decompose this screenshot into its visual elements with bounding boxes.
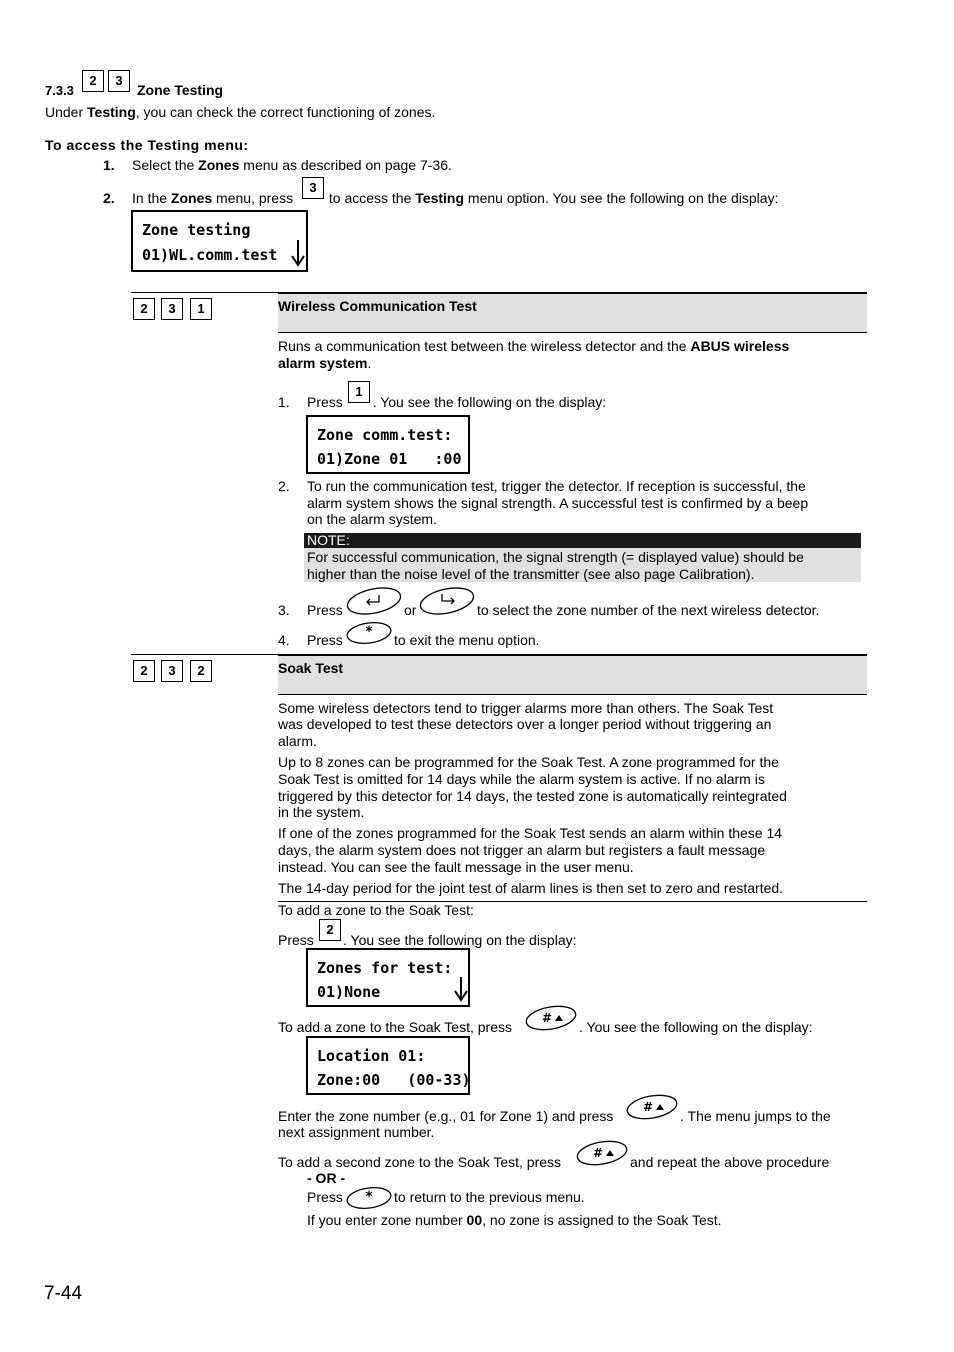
section-number: 7.3.3	[45, 83, 74, 98]
soak-last-note: If you enter zone number 00, no zone is assigned to the Soak Test.	[307, 1212, 722, 1228]
soak-press: Press	[278, 932, 314, 948]
lcd-display-zones-for-test: Zones for test: 01)None	[306, 948, 470, 1007]
access-step-2: In the Zones menu, press to access the Testing menu option. You see the following on the display:	[132, 190, 779, 206]
section-title: Zone Testing	[137, 82, 224, 98]
soak-paragraph: triggered by this detector for 14 days, the tested zone is automatically reintegrated	[278, 788, 787, 804]
wireless-step-4-text: to exit the menu option.	[394, 632, 540, 648]
wireless-step-2-line: To run the communication test, trigger the detector. If reception is successful, the	[307, 478, 806, 494]
hash-key-label: #	[592, 1146, 604, 1160]
note-box: For successful communication, the signal strength (= displayed value) should be higher than the noise level of the transmitter (see also page Calibration).	[304, 548, 861, 582]
section-header-soak: Soak Test	[278, 655, 867, 695]
key-3: 3	[161, 298, 183, 320]
or-text: or	[404, 602, 417, 618]
arrow-down-icon	[454, 975, 468, 1003]
soak-enter-line2: next assignment number.	[278, 1124, 435, 1140]
section-intro: Under Testing, you can check the correct functioning of zones.	[45, 104, 436, 120]
key-3: 3	[161, 660, 183, 682]
soak-add-press: To add a zone to the Soak Test, press	[278, 1019, 513, 1035]
step-number: 1.	[103, 157, 115, 173]
key-3: 3	[108, 70, 130, 92]
arrow-down-icon	[291, 238, 305, 268]
star-key-label: *	[365, 624, 373, 640]
soak-second-text: and repeat the above procedure	[630, 1154, 830, 1170]
soak-paragraph: alarm.	[278, 733, 317, 749]
key-2: 2	[133, 660, 155, 682]
soak-paragraph: days, the alarm system does not trigger an alarm but registers a fault message	[278, 842, 766, 858]
star-key-icon	[345, 620, 393, 648]
star-key-icon	[345, 1185, 393, 1213]
soak-paragraph: Soak Test is omitted for 14 days while the alarm system is active. If no alarm is	[278, 771, 765, 787]
step-number: 4.	[278, 632, 290, 648]
key-2: 2	[82, 70, 104, 92]
arrow-left-key-icon	[345, 585, 403, 617]
wireless-step-4-press: Press	[307, 632, 343, 648]
hash-key-icon	[524, 1003, 578, 1033]
soak-paragraph: If one of the zones programmed for the Soak Test sends an alarm within these 14	[278, 825, 783, 841]
hash-key-label: #	[642, 1100, 654, 1114]
section-header-wireless: Wireless Communication Test	[278, 293, 867, 333]
key-2: 2	[190, 660, 212, 682]
soak-paragraph: instead. You can see the fault message in the user menu.	[278, 859, 634, 875]
soak-add-heading: To add a zone to the Soak Test:	[278, 902, 474, 918]
soak-paragraph: Some wireless detectors tend to trigger alarms more than others. The Soak Test	[278, 700, 774, 716]
wireless-step-3-text: to select the zone number of the next wireless detector.	[477, 602, 820, 618]
lcd-display-location: Location 01: Zone:00 (00-33)	[306, 1036, 470, 1095]
soak-second: To add a second zone to the Soak Test, press	[278, 1154, 562, 1170]
wireless-step-2-line: alarm system shows the signal strength. A successful test is confirmed by a beep	[307, 495, 809, 511]
access-step-1: Select the Zones menu as described on page 7-36.	[132, 157, 452, 173]
soak-add-press-text: . You see the following on the display:	[579, 1019, 813, 1035]
hash-key-icon	[625, 1092, 679, 1122]
arrow-right-key-icon	[418, 585, 476, 617]
or-label: - OR -	[307, 1170, 346, 1186]
star-key-label: *	[365, 1189, 373, 1205]
hash-key-label: #	[541, 1011, 553, 1025]
key-1: 1	[348, 381, 370, 403]
page-number: 7-44	[44, 1283, 83, 1304]
soak-paragraph: in the system.	[278, 804, 365, 820]
soak-paragraph: The 14-day period for the joint test of alarm lines is then set to zero and restarted.	[278, 880, 784, 896]
access-heading: To access the Testing menu:	[45, 137, 249, 153]
step-number: 1.	[278, 394, 290, 410]
lcd-display-zone-comm: Zone comm.test: 01)Zone 01 :00	[306, 415, 470, 474]
wireless-step-1: Press . You see the following on the display:	[307, 394, 607, 410]
step-number: 2.	[278, 478, 290, 494]
wireless-description: Runs a communication test between the wireless detector and the ABUS wireless	[278, 338, 790, 354]
wireless-description: alarm system.	[278, 355, 372, 371]
lcd-display-zone-testing: Zone testing 01)WL.comm.test	[131, 210, 308, 272]
key-2: 2	[133, 298, 155, 320]
soak-paragraph: Up to 8 zones can be programmed for the Soak Test. A zone programmed for the	[278, 754, 779, 770]
soak-press-text: . You see the following on the display:	[343, 932, 577, 948]
soak-enter: Enter the zone number (e.g., 01 for Zone 1) and press	[278, 1108, 614, 1124]
step-number: 2.	[103, 190, 115, 206]
soak-paragraph: was developed to test these detectors over a longer period without triggering an	[278, 716, 772, 732]
key-2: 2	[319, 919, 341, 941]
soak-enter-text: . The menu jumps to the	[680, 1108, 831, 1124]
wireless-step-2-line: on the alarm system.	[307, 511, 437, 527]
soak-return-press: Press	[307, 1189, 343, 1205]
soak-return-text: to return to the previous menu.	[394, 1189, 585, 1205]
step-number: 3.	[278, 602, 290, 618]
note-header: NOTE:	[304, 533, 861, 548]
key-3: 3	[302, 177, 324, 199]
key-1: 1	[190, 298, 212, 320]
hash-key-icon	[575, 1138, 629, 1168]
wireless-step-3-press: Press	[307, 602, 343, 618]
